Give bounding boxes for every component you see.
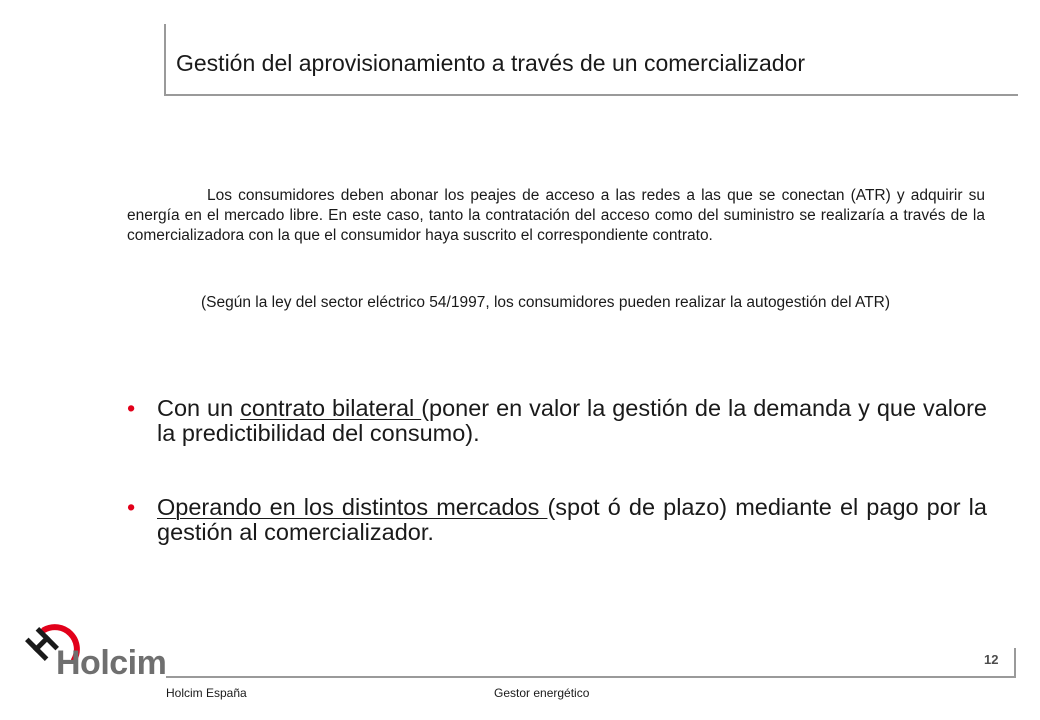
slide-title: Gestión del aprovisionamiento a través de un comercializador — [176, 50, 805, 76]
law-note-text: (Según la ley del sector eléctrico 54/1997, los consumidores pueden realizar la autogestión del ATR) — [201, 294, 890, 311]
law-note — [127, 293, 985, 313]
page-number: 12 — [984, 652, 999, 667]
bullet-underlined-text: contrato bilateral — [240, 395, 422, 421]
footer-horizontal-rule — [166, 676, 1016, 678]
holcim-logo — [22, 622, 167, 684]
footer-company: Holcim España — [166, 686, 247, 700]
title-vertical-rule — [164, 24, 166, 96]
bullet-lead-text: Con un — [157, 395, 241, 421]
bullet-item-bilateral — [127, 396, 987, 446]
footer-vertical-rule — [1014, 648, 1016, 678]
bullet-item-markets — [127, 495, 987, 545]
bullet-rest-text: (poner en valor la gestión de la demanda y que valore la predictibilidad del consumo). — [157, 395, 987, 446]
intro-text: Los consumidores deben abonar los peajes de acceso a las redes a las que se conectan (ATR) y adquirir su energía en el mercado libre. En este caso, tanto la contratación del acceso como del suministro se realizaría a través de la comercializadora con la que el consumidor haya suscrito el correspondiente contrato. — [127, 187, 985, 244]
logo-wordmark: Holcim — [56, 644, 167, 682]
title-frame — [164, 24, 1018, 96]
bullet-list — [127, 396, 987, 545]
bullet-rest-text: (spot ó de plazo) mediante el pago por la gestión al comercializador. — [157, 494, 987, 545]
bullet-dot: • — [127, 494, 136, 520]
bullet-underlined-text: Operando en los distintos mercados — [157, 494, 548, 520]
bullet-dot: • — [127, 395, 136, 421]
intro-paragraph — [127, 186, 985, 246]
title-horizontal-rule — [164, 94, 1018, 96]
footer-subject: Gestor energético — [494, 686, 590, 700]
